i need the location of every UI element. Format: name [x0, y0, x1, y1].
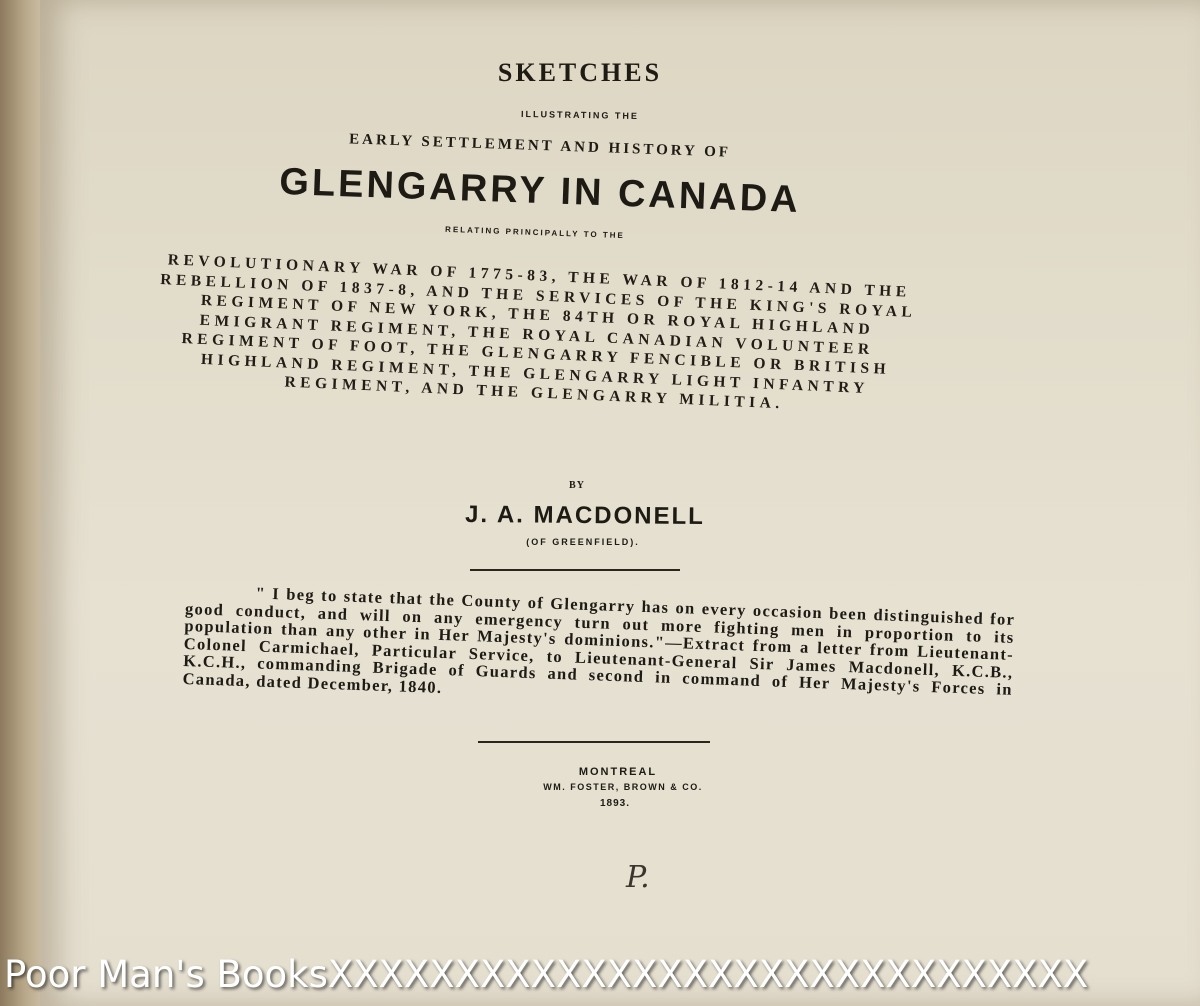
book-title: GLENGARRY IN CANADA — [278, 160, 802, 222]
divider-rule — [478, 741, 710, 743]
imprint-publisher: WM. FOSTER, BROWN & CO. — [543, 782, 703, 792]
imprint-year: 1893. — [599, 798, 631, 809]
heading-relating: RELATING PRINCIPALLY TO THE — [444, 224, 625, 241]
author-location: (OF GREENFIELD). — [526, 537, 640, 547]
heading-illustrating: ILLUSTRATING THE — [520, 108, 639, 122]
heading-sketches: SKETCHES — [497, 58, 663, 87]
subtitle-description: REVOLUTIONARY WAR OF 1775-83, THE WAR OF 1812-14 AND THE REBELLION OF 1837-8, AND THE SERVICES OF THE KING'S ROYAL REGIMENT OF NEW YORK, THE 84TH OR ROYAL HIGHLAND EMIGRANT REGIMENT, THE ROYAL CANADIAN VOLUNTEER REGIMENT OF FOOT, THE GLENGARRY FENCIBLE OR BRITISH HIGHLAND REGIMENT, THE GLENGARRY LIGHT INFANTRY REGIMENT, AND THE GLENGARRY MILITIA. — [160, 251, 917, 413]
divider-rule — [470, 569, 680, 571]
byline-by: BY — [569, 480, 585, 491]
heading-early-settlement: EARLY SETTLEMENT AND HISTORY OF — [348, 131, 732, 161]
imprint-city: MONTREAL — [578, 766, 658, 778]
epigraph-text: " I beg to state that the County of Glengarry has on every occasion been distinguished for good conduct, and will on any emergency turn out more fighting men in proportion to its population than any other in Her Majesty's dominions."—Extract from a letter from Lieutenant-Colonel Carmichael, Particular Service, to Lieutenant-General Sir James Macdonell, K.C.B., K.C.H., commanding Brigade of Guards and second in command of Her Majesty's Forces in Canada, dated December, 1840. — [182, 583, 1016, 699]
pencil-annotation: P. — [626, 860, 650, 895]
author-name: J. A. MACDONELL — [465, 500, 706, 531]
watermark-text: Poor Man's BooksXXXXXXXXXXXXXXXXXXXXXXXXXXXXXX — [4, 953, 1089, 996]
